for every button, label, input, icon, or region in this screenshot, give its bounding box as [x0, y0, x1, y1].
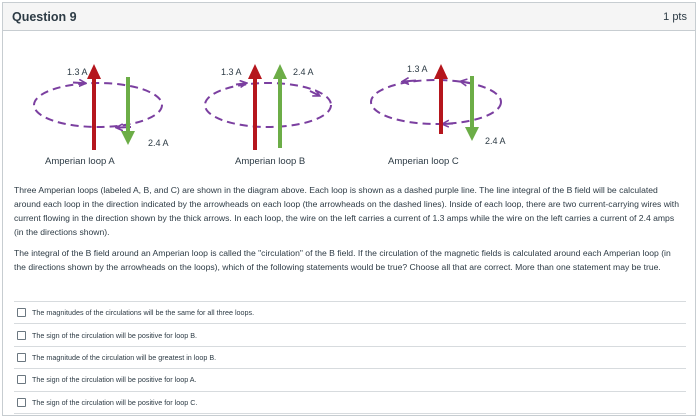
loop-c-dashed-loop [371, 80, 501, 124]
loop-c-caption: Amperian loop C [388, 156, 459, 167]
loop-c-left-wire-arrow-up [434, 64, 448, 79]
loop-b-right-current-label: 2.4 A [293, 67, 314, 77]
loop-a-caption: Amperian loop A [45, 156, 115, 167]
answer-checkbox[interactable] [17, 375, 26, 384]
question-card [2, 2, 696, 416]
loop-a-right-wire-arrow-down [121, 131, 135, 145]
loop-b [205, 64, 331, 167]
loop-b-arrowhead-top [236, 83, 246, 84]
loop-a-left-wire-arrow-up [87, 64, 101, 79]
question-header [3, 3, 695, 31]
loop-b-caption: Amperian loop B [235, 156, 306, 167]
answer-option[interactable] [14, 368, 686, 390]
loop-c-left-current-label: 1.3 A [407, 64, 428, 74]
answer-option[interactable] [14, 323, 686, 345]
loop-a-arrowhead-top [73, 83, 85, 84]
question-points: 1 pts [663, 10, 687, 23]
answer-option[interactable] [14, 391, 686, 414]
answer-label: The sign of the circulation will be positive for loop B. [32, 330, 197, 340]
answer-checkbox[interactable] [17, 398, 26, 407]
question-description: Three Amperian loops (labeled A, B, and C) are shown in the diagram above. Each loop is shown as a dashed purple line. The line integral of the B field will be calculated around each loop in the direction indicated by the arrowheads on each loop (the arrowheads on the dashed lines). Inside of each loop, there are two current-carrying wires with current flowing in the direction shown by the thick arrows. In each loop, the wire on the left carries a current of 1.3 amps while the wire on the left carries a current of 2.4 amps (in the directions shown). [14, 185, 679, 237]
amperian-loops-diagram [3, 32, 695, 177]
loop-c-arrowhead-bottom [443, 124, 453, 125]
answer-option[interactable] [14, 346, 686, 368]
loop-a-right-current-label: 2.4 A [148, 138, 169, 148]
loop-b-dashed-loop [205, 83, 331, 127]
answer-checkbox[interactable] [17, 308, 26, 317]
question-title: Question 9 [12, 9, 77, 24]
answer-label: The sign of the circulation will be positive for loop A. [32, 375, 197, 385]
loop-c-arrowhead-top-left [403, 81, 416, 82]
answer-checkbox[interactable] [17, 353, 26, 362]
answer-label: The magnitude of the circulation will be greatest in loop B. [32, 352, 217, 362]
answer-option[interactable] [14, 301, 686, 323]
loop-b-right-wire-arrow-up [273, 64, 287, 79]
answer-list [14, 301, 686, 414]
loop-a-dashed-loop [34, 83, 162, 127]
loop-c-right-wire-arrow-down [465, 127, 479, 141]
loop-c-right-current-label: 2.4 A [485, 136, 506, 146]
question-prompt: The integral of the B field around an Amperian loop is called the "circulation" of the B field. If the circulation of the magnetic fields is calculated around each Amperian loop (in the directions shown by the arrowheads on the loops), which of the following statements would be true? Choose all that are correct. More than one statement may be true. [14, 248, 671, 272]
answer-label: The sign of the circulation will be positive for loop C. [32, 397, 198, 407]
answer-label: The magnitudes of the circulations will be the same for all three loops. [32, 308, 255, 318]
loop-c [371, 64, 506, 167]
loop-b-left-current-label: 1.3 A [221, 67, 242, 77]
loop-a [34, 64, 169, 167]
answer-checkbox[interactable] [17, 331, 26, 340]
loop-b-left-wire-arrow-up [248, 64, 262, 79]
loop-a-left-current-label: 1.3 A [67, 67, 88, 77]
